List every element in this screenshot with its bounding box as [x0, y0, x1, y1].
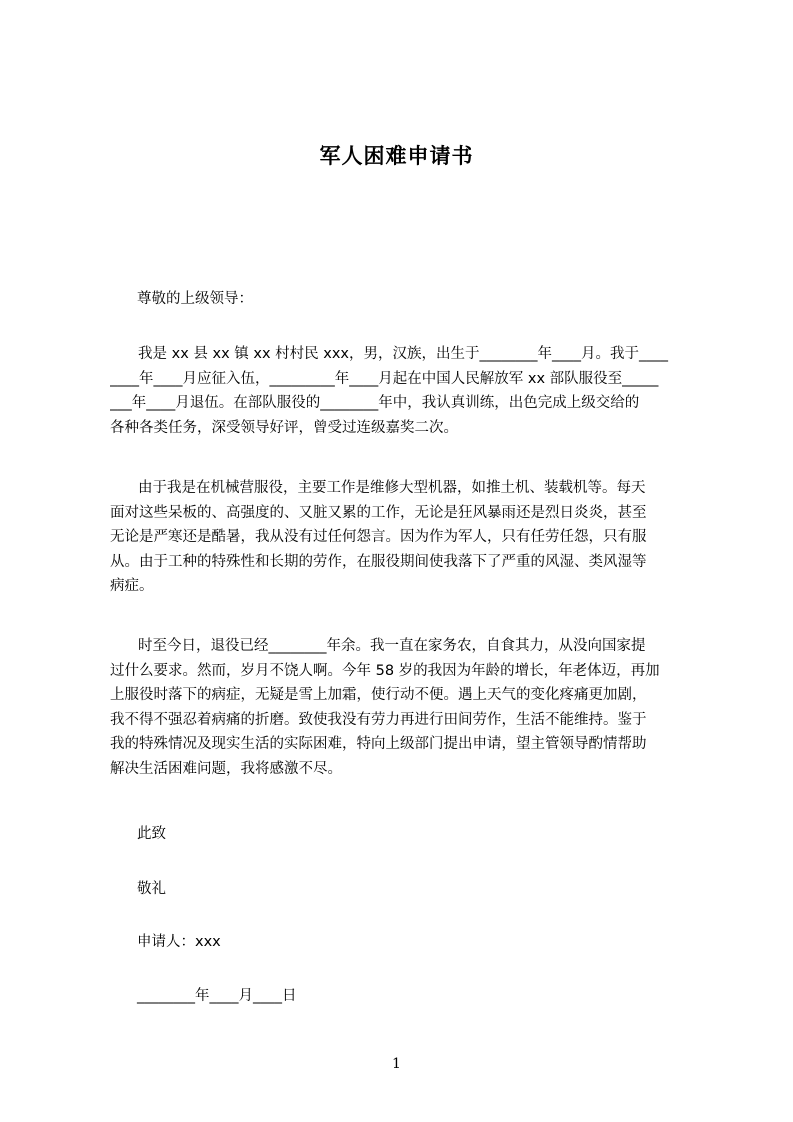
paragraph-line: 时至今日，退役已经________年余。我一直在家务农，自食其力，从没向国家提	[138, 638, 646, 654]
paragraph-line: 过什么要求。然而，岁月不饶人啊。今年 58 岁的我因为年龄的增长，年老体迈，再加	[110, 662, 660, 679]
application-date: ________年____月____日	[137, 988, 297, 1004]
paragraph-line: 面对这些呆板的、高强度的、又脏又累的工作，无论是狂风暴雨还是烈日炎炎，甚至	[110, 504, 647, 521]
paragraph-line: 各种各类任务，深受领导好评，曾受过连级嘉奖二次。	[110, 419, 458, 436]
paragraph-line: 我是 xx 县 xx 镇 xx 村村民 xxx，男，汉族，出生于________年____月。我于____	[138, 346, 668, 362]
paragraph-line: 病症。	[110, 578, 154, 594]
salutation: 尊敬的上级领导：	[137, 291, 253, 307]
paragraph-line: 我不得不强忍着病痛的折磨。致使我没有劳力再进行田间劳作，生活不能维持。鉴于	[110, 711, 647, 728]
paragraph-line: 上服役时落下的病症，无疑是雪上加霜，使行动不便。遇上天气的变化疼痛更加剧，	[110, 687, 647, 703]
paragraph-line: 解决生活困难问题，我将感激不尽。	[110, 760, 342, 777]
paragraph-line: 从。由于工种的特殊性和长期的劳作，在服役期间使我落下了严重的风湿、类风湿等	[110, 553, 647, 570]
paragraph-line: 无论是严寒还是酷暑，我从没有过任何怨言。因为作为军人，只有任劳任怨，只有服	[110, 529, 647, 545]
paragraph-line: 我的特殊情况及现实生活的实际困难，特向上级部门提出申请，望主管领导酌情帮助	[110, 736, 647, 752]
paragraph-line: ____年____月应征入伍，_________年____月起在中国人民解放军 xx 部队服役至_____	[110, 370, 659, 387]
paragraph-request	[110, 634, 700, 781]
closing-cizhi: 此致	[137, 826, 166, 842]
page-number: 1	[392, 1056, 401, 1072]
paragraph-line: 由于我是在机械营服役，主要工作是维修大型机器，如推土机、装载机等。每天	[138, 480, 646, 496]
applicant-signature: 申请人：xxx	[137, 934, 221, 950]
paragraph-background	[110, 342, 700, 440]
closing-jingli: 敬礼	[137, 881, 166, 897]
document-title: 军人困难申请书	[319, 144, 474, 168]
paragraph-illness	[110, 476, 700, 599]
paragraph-line: ___年____月退伍。在部队服役的________年中，我认真训练，出色完成上级交给的	[110, 395, 640, 411]
